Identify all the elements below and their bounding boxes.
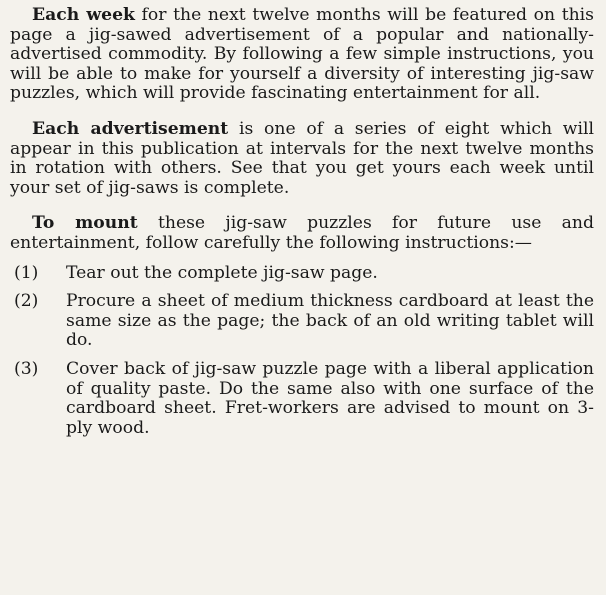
instruction-list xyxy=(10,264,594,439)
paragraph-each-week xyxy=(10,6,594,104)
step-text: Procure a sheet of medium thickness cardboard at least the same size as the page; the back of an old writing tablet will do. xyxy=(66,291,594,351)
paragraph-to-mount xyxy=(10,214,594,253)
paragraph-text: for the next twelve months will be featured on this page a jig-sawed advertisement of a popular and nationally-advertised commodity. By following a few simple instructions, you will be able to make for yourself a diversity of interesting jig-saw puzzles, which will provide fascinating entertainment for all. xyxy=(10,5,594,104)
step-number: (3) xyxy=(14,358,39,379)
paragraph-each-advertisement xyxy=(10,120,594,198)
instruction-step-2 xyxy=(10,292,594,351)
instruction-step-3 xyxy=(10,360,594,438)
lead-each-advertisement: Each advertisement xyxy=(32,118,229,139)
step-text: Cover back of jig-saw puzzle page with a liberal application of quality paste. Do the same also with one surface of the cardboard sheet. Fret-workers are advised to mount on 3-ply wood. xyxy=(66,358,594,438)
lead-each-week: Each week xyxy=(32,5,135,25)
paragraph-text: these jig-saw puzzles for future use and entertainment, follow carefully the following instructions:— xyxy=(10,213,594,253)
paragraph-text: is one of a series of eight which will appear in this publication at intervals for the next twelve months in rotation with others. See that you get yours each week until your set of jig-saws is complete. xyxy=(10,118,594,198)
instruction-step-1 xyxy=(10,264,594,284)
step-text: Tear out the complete jig-saw page. xyxy=(66,262,378,283)
step-number: (2) xyxy=(14,291,39,312)
step-number: (1) xyxy=(14,262,39,283)
lead-to-mount: To mount xyxy=(32,213,138,234)
